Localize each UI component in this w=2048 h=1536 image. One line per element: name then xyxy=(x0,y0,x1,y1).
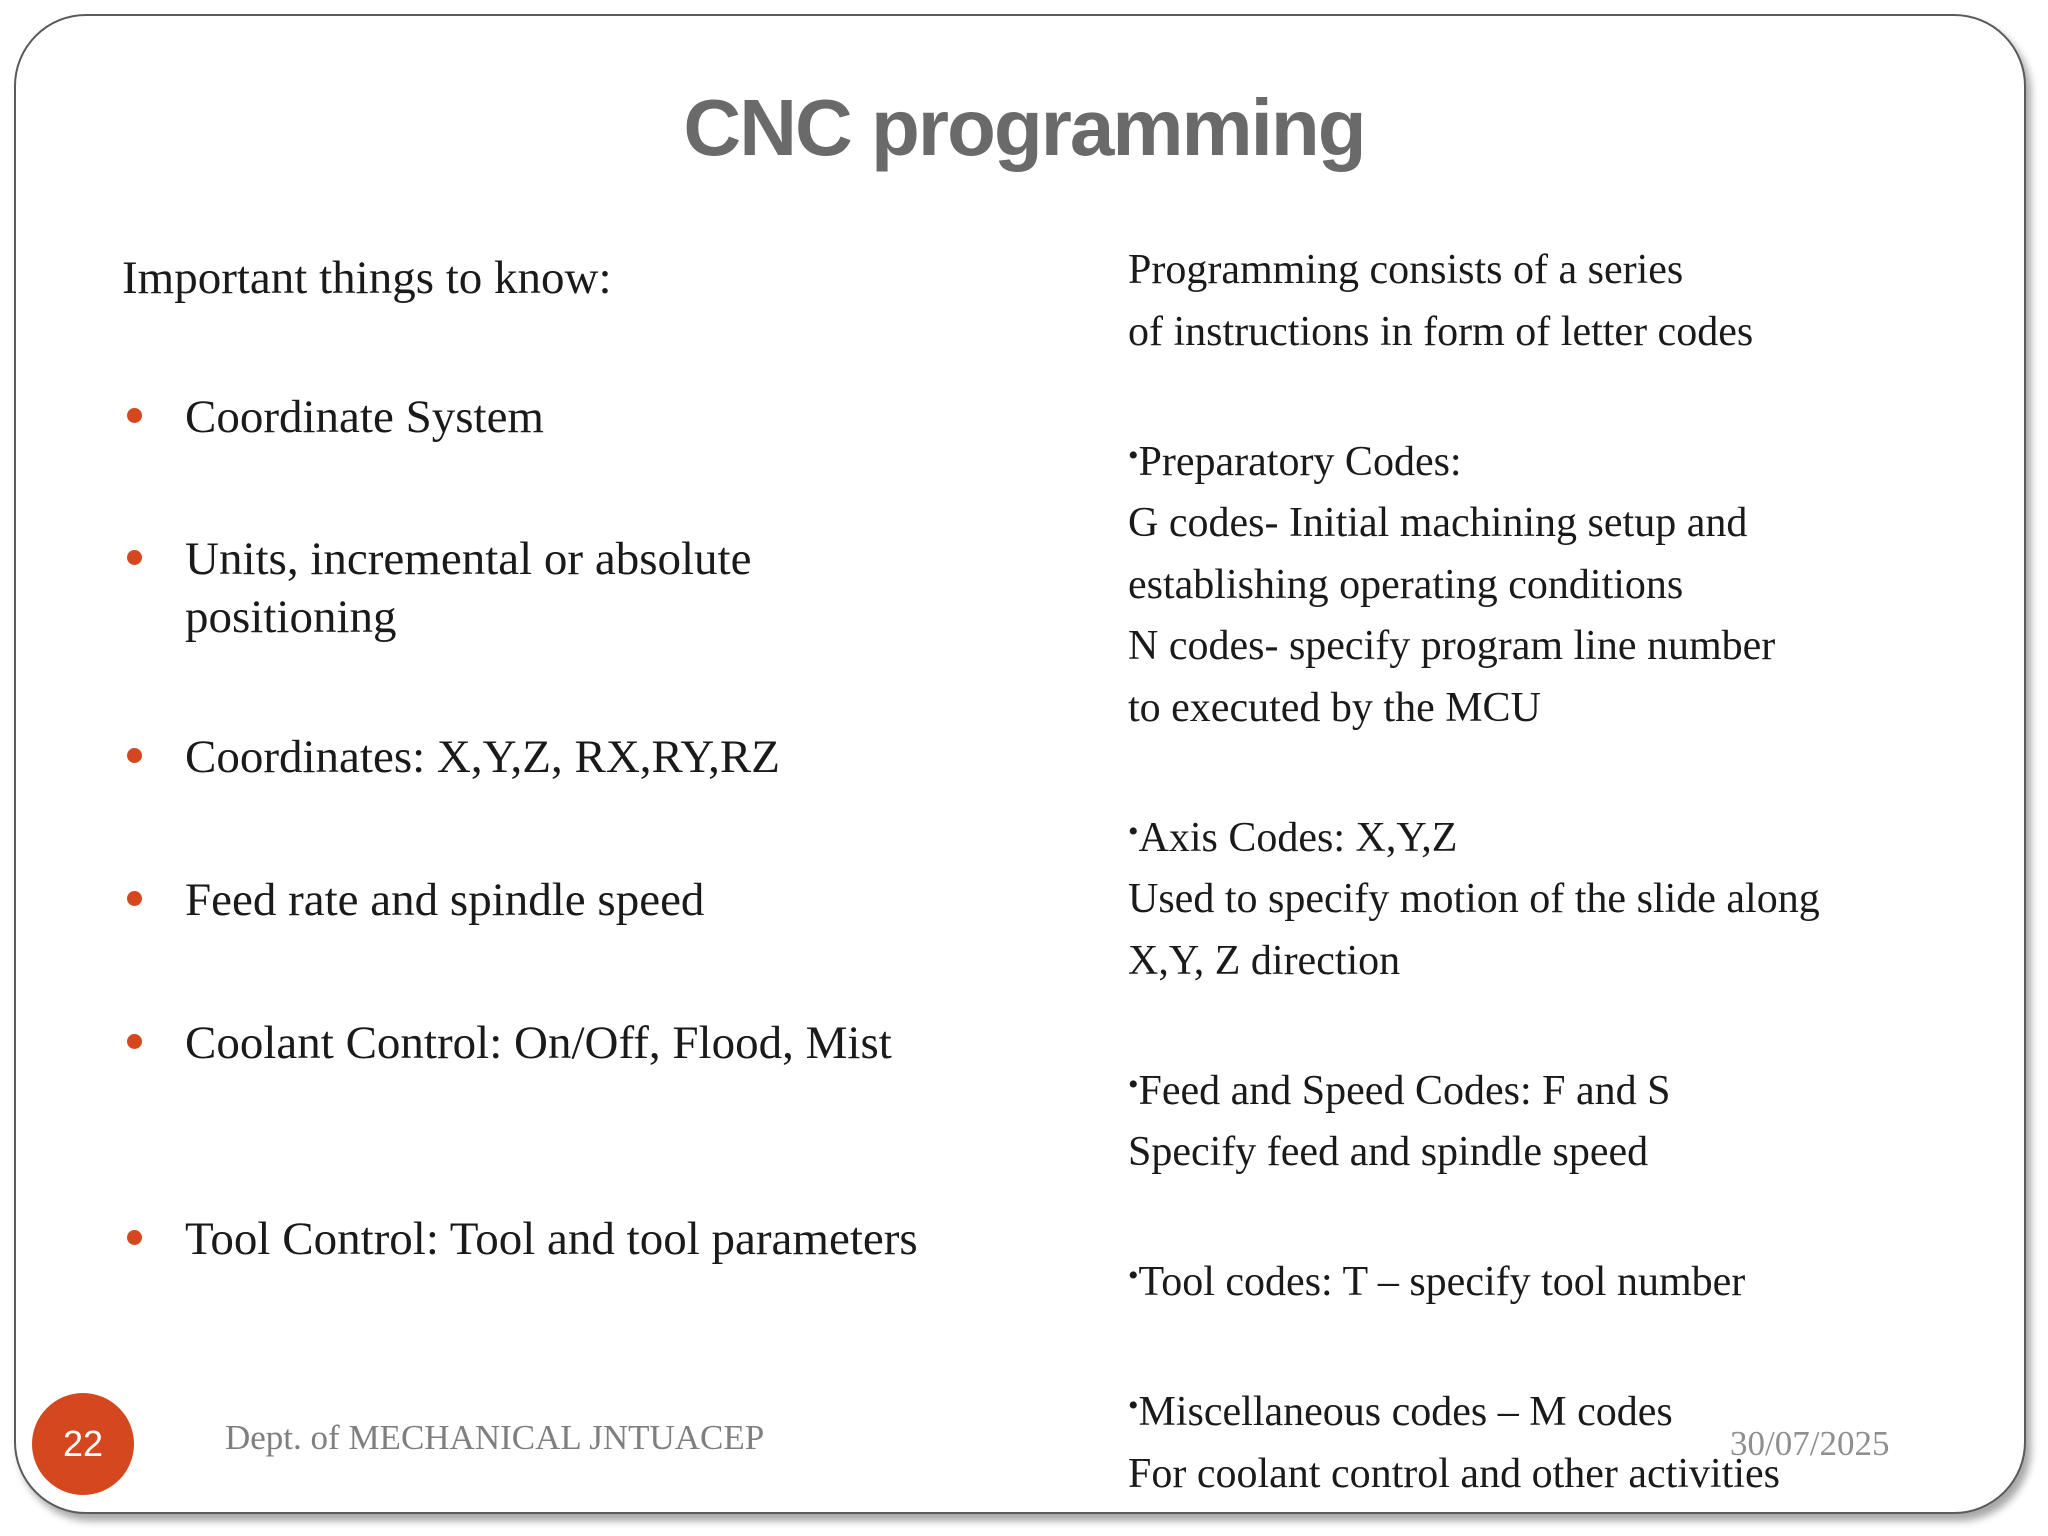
section-heading-text: Miscellaneous codes – M codes xyxy=(1138,1389,1673,1435)
bullet-item-coolant-control xyxy=(122,1014,942,1072)
section-line: to executed by the MCU xyxy=(1128,684,1541,731)
section-line: establishing operating conditions xyxy=(1128,561,1684,608)
intro-line: of instructions in form of letter codes xyxy=(1128,308,1754,355)
section-heading-axis-codes xyxy=(1128,801,1928,870)
bullet-dot-icon xyxy=(127,1034,142,1049)
footer-department: Dept. of MECHANICAL JNTUACEP xyxy=(225,1418,765,1457)
bullet-item-coordinates xyxy=(122,728,942,786)
section-line: For coolant control and other activities xyxy=(1128,1450,1780,1497)
section-heading-tool-codes xyxy=(1128,1245,1928,1314)
section-line: X,Y, Z direction xyxy=(1128,937,1401,984)
small-bullet-icon: • xyxy=(1128,1259,1139,1292)
left-heading: Important things to know: xyxy=(122,252,612,304)
small-bullet-icon: • xyxy=(1128,814,1139,848)
bullet-text: Units, incremental or absolute positioning xyxy=(185,533,752,643)
bullet-text: Coolant Control: On/Off, Flood, Mist xyxy=(185,1017,892,1069)
footer-date: 30/07/2025 xyxy=(1730,1424,1890,1463)
small-bullet-icon: • xyxy=(1128,438,1139,472)
paragraph-spacer xyxy=(1128,1314,1928,1376)
bullet-item-units xyxy=(122,530,942,646)
bullet-dot-icon xyxy=(127,891,142,906)
right-column xyxy=(1128,240,1928,1505)
bullet-text: Coordinate System xyxy=(185,391,544,443)
section-heading-text: Axis Codes: X,Y,Z xyxy=(1138,814,1458,861)
paragraph-spacer xyxy=(1128,363,1928,425)
section-heading-text: Preparatory Codes: xyxy=(1138,438,1462,485)
left-column xyxy=(122,248,942,1265)
paragraph-spacer xyxy=(1128,1184,1928,1246)
bullet-dot-icon xyxy=(127,1230,142,1245)
bullet-text: Feed rate and spindle speed xyxy=(185,874,705,926)
section-line: N codes- specify program line number xyxy=(1128,623,1776,669)
bullet-item-coordinate-system xyxy=(122,388,942,446)
section-line: Specify feed and spindle speed xyxy=(1128,1129,1649,1175)
bullet-item-feed-rate xyxy=(122,871,942,929)
bullet-dot-icon xyxy=(127,550,142,565)
section-heading-text: Tool codes: T – specify tool number xyxy=(1138,1259,1746,1305)
section-heading-preparatory-codes xyxy=(1128,425,1928,494)
section-line: G codes- Initial machining setup and xyxy=(1128,500,1748,546)
bullet-text: Coordinates: X,Y,Z, RX,RY,RZ xyxy=(185,731,780,783)
intro-line: Programming consists of a series xyxy=(1128,247,1684,293)
small-bullet-icon: • xyxy=(1128,1389,1139,1422)
slide-title: CNC programming xyxy=(683,83,1365,172)
section-heading-feed-speed-codes xyxy=(1128,1054,1928,1123)
bullet-dot-icon xyxy=(127,408,142,423)
section-heading-text: Feed and Speed Codes: F and S xyxy=(1138,1067,1671,1114)
bullet-text: Tool Control: Tool and tool parameters xyxy=(185,1213,918,1265)
paragraph-spacer xyxy=(1128,739,1928,801)
bullet-item-tool-control xyxy=(122,1210,942,1268)
bullet-dot-icon xyxy=(127,748,142,763)
paragraph-spacer xyxy=(1128,992,1928,1054)
page-number-badge: 22 xyxy=(32,1393,134,1495)
section-line: Used to specify motion of the slide along xyxy=(1128,876,1820,922)
small-bullet-icon: • xyxy=(1128,1067,1139,1101)
